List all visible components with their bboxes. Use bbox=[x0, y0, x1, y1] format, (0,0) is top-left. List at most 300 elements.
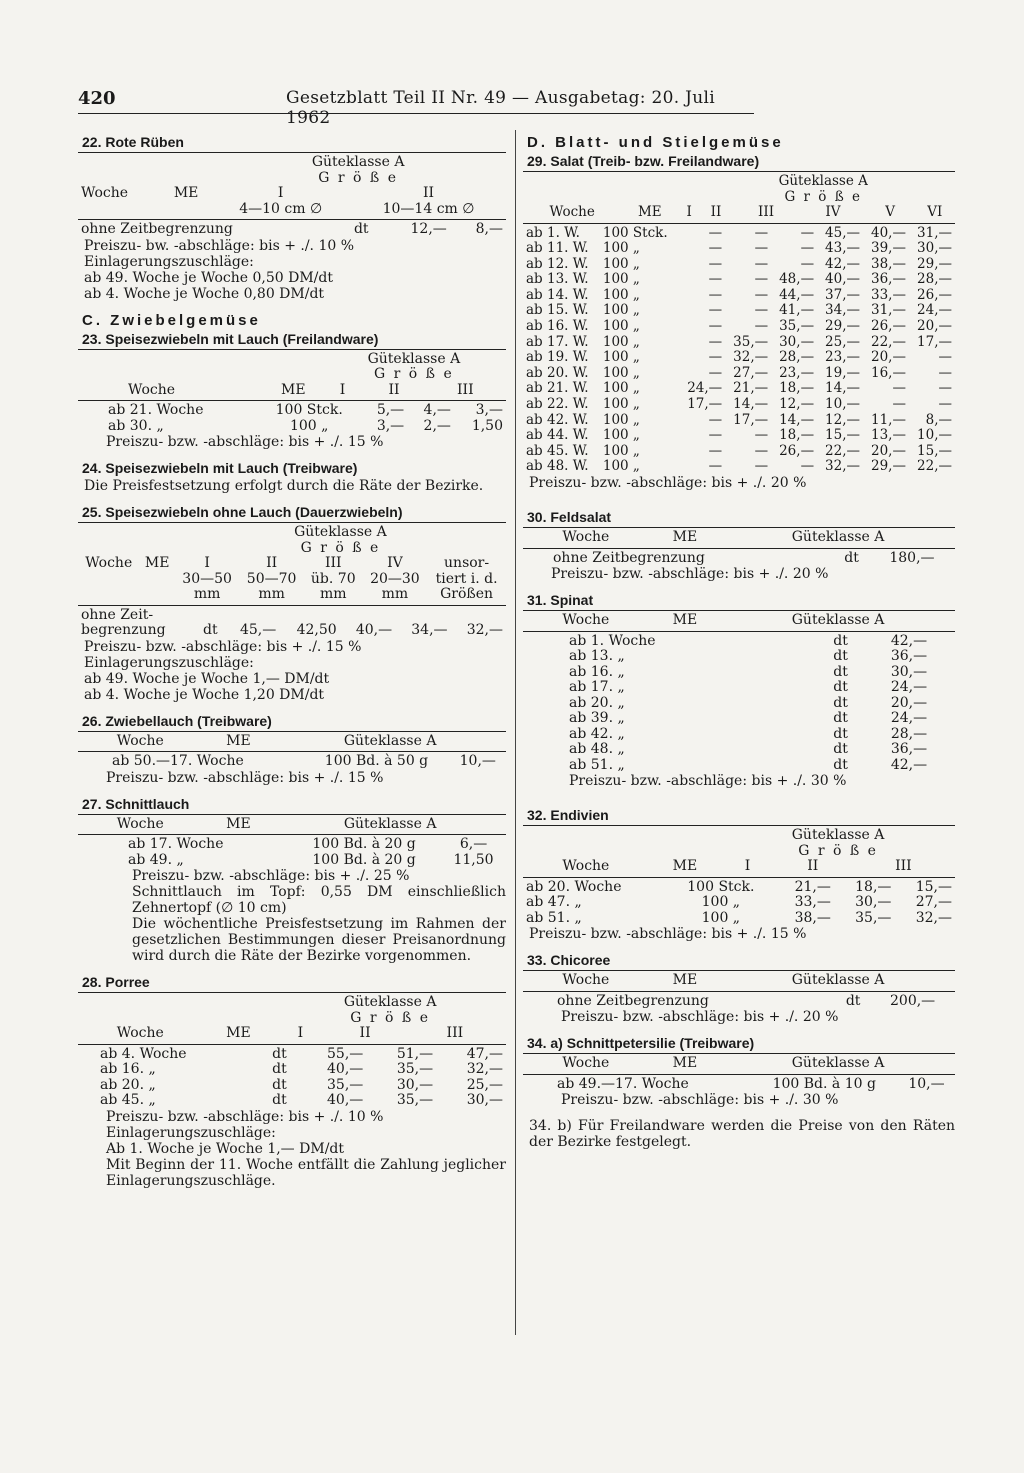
cell-ii: 27,— bbox=[733, 364, 769, 381]
table-row bbox=[78, 1078, 506, 1094]
table-row bbox=[523, 413, 955, 429]
cell-v: 22,— bbox=[871, 333, 906, 350]
cell-woche: ab 17. Woche bbox=[128, 836, 224, 852]
column-divider bbox=[515, 130, 516, 1335]
cell-iii: 27,— bbox=[915, 894, 952, 910]
table-row bbox=[523, 444, 955, 460]
cell-woche: ab 15. W. bbox=[526, 302, 589, 319]
spinat-table-body bbox=[523, 634, 955, 774]
col-header-iii: III bbox=[446, 1025, 464, 1041]
cell-woche: ab 17. W. bbox=[526, 333, 589, 350]
table-row bbox=[523, 226, 955, 242]
cell-iv: 19,— bbox=[825, 364, 861, 381]
cell-i: — bbox=[708, 286, 723, 303]
col-header-iii: III bbox=[457, 381, 474, 398]
col-header-woche: Woche bbox=[562, 1055, 610, 1071]
col-header-gk: Güteklasse A bbox=[791, 1055, 885, 1071]
table-row bbox=[523, 758, 955, 774]
cell-i: — bbox=[708, 224, 723, 241]
table-row bbox=[523, 711, 955, 727]
cell-woche: ab 13. W. bbox=[526, 271, 589, 288]
cell-woche: ab 50.—17. Woche bbox=[112, 753, 244, 769]
section-title: 27. Schnittlauch bbox=[82, 795, 190, 812]
rule bbox=[523, 631, 955, 632]
col-header-i: I bbox=[339, 381, 346, 398]
rule bbox=[523, 1074, 955, 1075]
cell-woche: ab 49.—17. Woche bbox=[557, 1075, 689, 1092]
cell-iv: 23,— bbox=[825, 349, 861, 366]
cell-woche: ab 45. „ bbox=[100, 1092, 156, 1108]
cell-v: — bbox=[892, 380, 906, 397]
table-row bbox=[523, 727, 955, 743]
unit-mm: mm bbox=[381, 586, 409, 602]
table-row bbox=[523, 428, 955, 444]
cell-vi: 15,— bbox=[917, 442, 952, 459]
table-row bbox=[78, 1047, 506, 1063]
col-header-me: ME bbox=[672, 858, 698, 874]
cell-vi: 26,— bbox=[917, 286, 952, 303]
cell-me: dt bbox=[845, 992, 861, 1009]
page-title: Gesetzblatt Teil II Nr. 49 — Ausgabetag: 20. Juli 1962 bbox=[286, 88, 715, 128]
cell-v: 40,— bbox=[871, 224, 906, 241]
cell-gk: 24,— bbox=[890, 679, 928, 695]
section-text: Die Preisfestsetzung erfolgt durch die Räte der Bezirke. bbox=[84, 478, 484, 494]
cell-me: 100 „ bbox=[602, 349, 640, 366]
cell-me: 100 „ bbox=[602, 318, 640, 335]
cell-i: — bbox=[708, 458, 723, 475]
cell-ii: — bbox=[754, 442, 769, 459]
section-31 bbox=[523, 592, 955, 789]
cell-vi: — bbox=[938, 396, 952, 413]
cell-vi: 22,— bbox=[917, 458, 952, 475]
section-title: 33. Chicoree bbox=[527, 952, 611, 968]
cell-v: 11,— bbox=[871, 411, 906, 428]
price-table-body bbox=[78, 837, 506, 868]
cell-iv: 29,— bbox=[825, 318, 861, 335]
col-header-ii: II bbox=[710, 204, 722, 220]
col-header-i: I bbox=[204, 555, 210, 571]
cell-ii: — bbox=[754, 458, 769, 475]
price-table bbox=[523, 174, 955, 221]
section-text: 34. b) Für Freilandware werden die Preise von den Räten der Bezirke festgelegt. bbox=[529, 1118, 955, 1150]
col-header-unsort2: tiert i. d. bbox=[435, 570, 498, 587]
cell-ii: — bbox=[754, 286, 769, 303]
cell-woche: ohne Zeitbegrenzung bbox=[557, 992, 709, 1009]
table-row bbox=[78, 608, 506, 624]
cell-me: 100 Bd. à 20 g bbox=[312, 836, 416, 852]
cell-woche: begrenzung bbox=[81, 622, 166, 638]
cell-i: 33,— bbox=[794, 894, 831, 910]
cell-iv: 32,— bbox=[825, 458, 861, 475]
table-row bbox=[523, 911, 955, 927]
col-header-i-size: 30—50 bbox=[182, 570, 232, 587]
cell-gk: 28,— bbox=[890, 725, 928, 742]
col-header-iii: III bbox=[895, 858, 912, 874]
cell-me: 100 „ bbox=[602, 396, 640, 413]
cell-me: 100 „ bbox=[602, 255, 640, 272]
price-adjustment: Preiszu- bw. -abschläge: bis + ./. 10 % bbox=[84, 237, 355, 254]
cell-woche: ab 21. Woche bbox=[108, 402, 204, 418]
table-row bbox=[523, 272, 955, 288]
cell-me: 100 „ bbox=[602, 364, 640, 381]
cell-ii: 35,— bbox=[396, 1061, 434, 1077]
cell-iii: 15,— bbox=[915, 878, 952, 895]
cell-vi: 30,— bbox=[917, 240, 952, 257]
cell-i: 35,— bbox=[327, 1076, 364, 1093]
col-header-gk: Güteklasse A bbox=[791, 612, 885, 628]
cell-ii: 42,50 bbox=[296, 622, 337, 638]
cell-woche: ab 30. „ bbox=[108, 417, 164, 434]
cell-v: 20,— bbox=[871, 349, 906, 366]
cell-iv: 40,— bbox=[825, 271, 861, 288]
col-header-woche: Woche bbox=[562, 529, 610, 545]
col-header-woche: Woche bbox=[562, 612, 610, 628]
price-adjustment: Preiszu- bzw. -abschläge: bis + ./. 15 % bbox=[84, 638, 362, 655]
section-29 bbox=[523, 153, 955, 491]
group-title-c: C. Zwiebelgemüse bbox=[82, 311, 261, 329]
cell-vi: 29,— bbox=[917, 255, 952, 272]
col-header-v: V bbox=[885, 204, 895, 220]
col-header-woche: Woche bbox=[562, 972, 610, 988]
section-title: 30. Feldsalat bbox=[527, 509, 612, 525]
col-header-groesse: G r ö ß e bbox=[784, 188, 862, 205]
cell-woche: ab 22. W. bbox=[526, 396, 589, 413]
price-table bbox=[523, 973, 955, 989]
cell-ii: 35,— bbox=[855, 909, 892, 926]
rule bbox=[78, 1044, 506, 1045]
table-row bbox=[523, 257, 955, 273]
cell-me: 100 „ bbox=[701, 894, 741, 910]
storage-head: Einlagerungszuschläge: bbox=[84, 253, 254, 270]
cell-gk: 42,— bbox=[890, 756, 928, 773]
price-table bbox=[78, 352, 506, 399]
cell-gk: 10,— bbox=[908, 1075, 945, 1092]
unit-mm: mm bbox=[193, 586, 221, 602]
page-number: 420 bbox=[78, 88, 116, 109]
cell-woche: ab 48. W. bbox=[526, 458, 589, 475]
col-header-woche: Woche bbox=[116, 732, 164, 749]
cell-woche: ab 19. W. bbox=[526, 349, 589, 366]
rule bbox=[78, 605, 506, 606]
col-header-vi: VI bbox=[927, 204, 943, 220]
cell-i: 55,— bbox=[327, 1045, 364, 1062]
cell-me: 100 „ bbox=[289, 417, 329, 434]
section-22 bbox=[78, 134, 506, 302]
col-header-me: ME bbox=[637, 204, 662, 220]
cell-me: dt bbox=[833, 632, 848, 649]
rule bbox=[78, 814, 506, 815]
cell-ii: — bbox=[754, 240, 769, 257]
cell-me: dt bbox=[833, 710, 848, 726]
cell-ii: — bbox=[754, 255, 769, 272]
col-header-gk: Güteklasse A bbox=[343, 815, 437, 832]
price-table bbox=[523, 613, 955, 629]
table-row bbox=[523, 350, 955, 366]
rule bbox=[78, 834, 506, 835]
cell-ii: 32,— bbox=[733, 349, 769, 366]
rule bbox=[523, 171, 955, 172]
col-header-me: ME bbox=[226, 732, 251, 749]
cell-ii: — bbox=[754, 318, 769, 335]
price-adjustment: Preiszu- bzw. -abschläge: bis + ./. 30 % bbox=[561, 1092, 839, 1108]
cell-vi: 10,— bbox=[917, 427, 952, 444]
cell-i: 38,— bbox=[794, 909, 831, 926]
storage-line: ab 49. Woche je Woche 0,50 DM/dt bbox=[84, 269, 333, 286]
col-header-i: I bbox=[744, 858, 751, 874]
section-text: Die wöchentliche Preisfestsetzung im Rahmen der gesetzlichen Bestimmungen dieser Preisanordnung wird durch die Räte der Bezirke vorgenommen. bbox=[132, 916, 506, 964]
cell-me: 100 „ bbox=[602, 240, 640, 257]
unit-mm: mm bbox=[258, 586, 285, 602]
cell-v: 16,— bbox=[871, 364, 906, 381]
cell-me: 100 Bd. à 50 g bbox=[324, 753, 429, 769]
section-title: 29. Salat (Treib- bzw. Freilandware) bbox=[527, 153, 760, 169]
table-row bbox=[523, 397, 955, 413]
cell-woche: ab 14. W. bbox=[526, 286, 589, 303]
price-table-body bbox=[78, 403, 506, 434]
cell-me: 100 „ bbox=[701, 909, 741, 926]
cell-iii: 44,— bbox=[779, 286, 815, 303]
price-table bbox=[523, 828, 955, 875]
table-row bbox=[78, 837, 506, 853]
cell-woche: ab 13. „ bbox=[569, 648, 625, 664]
table-row bbox=[523, 319, 955, 335]
section-34a bbox=[523, 1035, 955, 1108]
cell-woche: ab 44. W. bbox=[526, 427, 589, 444]
pot-note: Schnittlauch im Topf: 0,55 DM einschließlich Zehnertopf (∅ 10 cm) bbox=[132, 884, 506, 916]
table-row bbox=[523, 895, 955, 911]
cell-ii: 30,— bbox=[855, 894, 892, 910]
table-row bbox=[78, 1093, 506, 1109]
cell-woche: ab 21. W. bbox=[526, 380, 589, 397]
cell-vi: 17,— bbox=[917, 333, 952, 350]
cell-iv: 42,— bbox=[825, 255, 861, 272]
col-header-iv-size: 20—30 bbox=[370, 570, 420, 587]
price-adjustment: Preiszu- bzw. -abschläge: bis + ./. 15 % bbox=[529, 926, 807, 942]
cell-iv: 22,— bbox=[825, 442, 861, 459]
table-row bbox=[523, 551, 955, 567]
cell-me: dt bbox=[272, 1076, 287, 1093]
table-row bbox=[78, 754, 506, 770]
rule bbox=[78, 400, 506, 401]
rule bbox=[523, 970, 955, 971]
cell-iii: 18,— bbox=[779, 427, 815, 444]
col-header-ii: II bbox=[359, 1025, 371, 1041]
cell-me: dt bbox=[833, 725, 848, 742]
section-text: Mit Beginn der 11. Woche entfällt die Zahlung jeglicher Einlagerungszuschläge. bbox=[106, 1156, 506, 1189]
cell-me: 100 Stck. bbox=[687, 878, 755, 895]
col-header-woche: Woche bbox=[116, 815, 164, 832]
cell-gk: 11,50 bbox=[453, 851, 494, 868]
col-header-iv: IV bbox=[387, 555, 403, 571]
storage-line: ab 4. Woche je Woche 0,80 DM/dt bbox=[84, 285, 325, 302]
cell-iii: 3,— bbox=[475, 402, 503, 418]
col-header-groessen: Größen bbox=[440, 586, 494, 602]
section-33 bbox=[523, 952, 955, 1025]
cell-iii: 35,— bbox=[779, 318, 815, 335]
cell-i: — bbox=[708, 333, 723, 350]
cell-woche: ab 42. „ bbox=[569, 725, 625, 742]
cell-iii: 12,— bbox=[779, 396, 815, 413]
table-row bbox=[523, 634, 955, 650]
cell-i: — bbox=[708, 302, 723, 319]
cell-woche: ab 49. „ bbox=[128, 851, 184, 868]
cell-woche: ab 20. „ bbox=[569, 694, 625, 711]
cell-woche: ohne Zeitbegrenzung bbox=[553, 549, 705, 566]
page-header bbox=[78, 88, 754, 128]
storage-head: Einlagerungszuschläge: bbox=[84, 654, 254, 671]
col-header-woche: Woche bbox=[81, 185, 129, 201]
cell-iii: 30,— bbox=[779, 333, 815, 350]
cell-ii: 21,— bbox=[733, 380, 769, 397]
rule bbox=[523, 991, 955, 992]
cell-me: 100 „ bbox=[602, 442, 640, 459]
col-header-me: ME bbox=[226, 815, 251, 832]
cell-woche: ab 20. Woche bbox=[526, 878, 622, 895]
cell-iii: 40,— bbox=[355, 622, 393, 638]
cell-iv: 12,— bbox=[825, 411, 861, 428]
table-row bbox=[78, 623, 506, 639]
cell-iii: 48,— bbox=[779, 271, 815, 288]
table-row bbox=[523, 665, 955, 681]
cell-v: 13,— bbox=[871, 427, 906, 444]
cell-ii: 35,— bbox=[396, 1092, 434, 1108]
price-table bbox=[523, 1056, 955, 1072]
table-row bbox=[523, 303, 955, 319]
table-row bbox=[523, 880, 955, 896]
section-30 bbox=[523, 501, 955, 582]
price-table-body bbox=[78, 222, 506, 238]
cell-me: 100 „ bbox=[602, 271, 640, 288]
col-header-gk: Güteklasse A bbox=[791, 827, 885, 843]
cell-me: dt bbox=[833, 756, 848, 773]
cell-i: — bbox=[708, 349, 723, 366]
col-header-unsort: unsor- bbox=[444, 555, 490, 571]
cell-woche: ab 48. „ bbox=[569, 741, 625, 757]
cell-woche: ohne Zeit- bbox=[81, 606, 154, 623]
rule bbox=[523, 223, 955, 224]
table-row bbox=[523, 366, 955, 382]
table-row bbox=[523, 459, 955, 475]
cell-woche: ab 16. „ bbox=[100, 1061, 156, 1077]
storage-line: ab 4. Woche je Woche 1,20 DM/dt bbox=[84, 686, 325, 703]
cell-me: 100 „ bbox=[602, 333, 640, 350]
cell-i: — bbox=[708, 364, 723, 381]
cell-ii: — bbox=[754, 302, 769, 319]
col-header-me: ME bbox=[226, 1025, 251, 1041]
cell-vi: 24,— bbox=[917, 302, 952, 319]
rule bbox=[78, 152, 506, 153]
cell-woche: ohne Zeitbegrenzung bbox=[81, 221, 233, 237]
col-header-woche: Woche bbox=[85, 555, 133, 571]
rule bbox=[78, 992, 506, 993]
price-adjustment: Preiszu- bzw. -abschläge: bis + ./. 10 % bbox=[106, 1108, 384, 1125]
cell-v: — bbox=[892, 396, 906, 413]
col-header-me: ME bbox=[672, 1055, 698, 1071]
col-header-me: ME bbox=[672, 972, 698, 988]
col-header-i: I bbox=[277, 185, 284, 201]
section-28 bbox=[78, 974, 506, 1189]
col-header-iv: IV bbox=[825, 204, 841, 220]
section-27 bbox=[78, 796, 506, 965]
table-row bbox=[523, 1077, 955, 1093]
cell-gk: 30,— bbox=[890, 663, 928, 680]
cell-me: 100 Bd. à 10 g bbox=[772, 1075, 876, 1092]
cell-i: — bbox=[708, 411, 723, 428]
table-row bbox=[523, 649, 955, 665]
cell-v: 38,— bbox=[871, 255, 906, 272]
cell-iv: 34,— bbox=[825, 302, 861, 319]
rule bbox=[78, 522, 506, 523]
rule bbox=[78, 731, 506, 732]
cell-ii: 4,— bbox=[423, 402, 451, 418]
col-header-woche: Woche bbox=[116, 1025, 164, 1041]
cell-i: 3,— bbox=[376, 417, 405, 434]
left-column bbox=[78, 132, 506, 1199]
section-title: 22. Rote Rüben bbox=[82, 134, 184, 150]
cell-ii: 18,— bbox=[855, 878, 892, 895]
section-title: 26. Zwiebellauch (Treibware) bbox=[82, 712, 272, 729]
col-header-ii-size: 50—70 bbox=[246, 570, 297, 587]
col-header-iii: III bbox=[758, 204, 775, 220]
cell-iii: — bbox=[800, 224, 815, 241]
cell-iv: 45,— bbox=[825, 224, 861, 241]
cell-v: 31,— bbox=[871, 302, 906, 319]
cell-me: dt bbox=[272, 1061, 287, 1077]
col-header-i: I bbox=[297, 1025, 304, 1041]
col-header-groesse: G r ö ß e bbox=[350, 1009, 431, 1026]
cell-me: dt bbox=[833, 679, 848, 695]
section-25 bbox=[78, 504, 506, 703]
right-column bbox=[523, 132, 955, 1160]
cell-gk: 200,— bbox=[890, 992, 936, 1009]
cell-woche: ab 42. W. bbox=[526, 411, 589, 428]
price-table bbox=[78, 155, 506, 217]
cell-me: dt bbox=[833, 648, 848, 664]
cell-iii: 18,— bbox=[779, 380, 815, 397]
cell-vi: 20,— bbox=[917, 318, 952, 335]
table-row bbox=[523, 381, 955, 397]
price-table-body bbox=[523, 880, 955, 927]
cell-i: — bbox=[708, 240, 723, 257]
cell-woche: ab 45. W. bbox=[526, 442, 589, 459]
section-title: 31. Spinat bbox=[527, 592, 594, 608]
col-header-me: ME bbox=[672, 612, 698, 628]
cell-woche: ab 16. „ bbox=[569, 663, 625, 680]
cell-woche: ab 20. W. bbox=[526, 364, 589, 381]
col-header-ii-size: 10—14 cm ∅ bbox=[382, 200, 475, 217]
cell-woche: ab 39. „ bbox=[569, 710, 625, 726]
rule bbox=[78, 219, 506, 220]
col-header-me: ME bbox=[281, 381, 306, 398]
price-table bbox=[78, 995, 506, 1042]
rule bbox=[523, 548, 955, 549]
col-header-groesse: G r ö ß e bbox=[798, 842, 878, 859]
cell-v: 39,— bbox=[871, 240, 906, 257]
table-row bbox=[78, 222, 506, 238]
cell-gk: 24,— bbox=[890, 710, 928, 726]
rule bbox=[523, 527, 955, 528]
price-table bbox=[78, 525, 506, 603]
cell-iii: — bbox=[800, 255, 815, 272]
cell-woche: ab 12. W. bbox=[526, 255, 589, 272]
cell-me: dt bbox=[833, 663, 848, 680]
col-header-me: ME bbox=[144, 555, 170, 571]
cell-ii: — bbox=[754, 224, 769, 241]
price-adjustment: Preiszu- bzw. -abschläge: bis + ./. 25 % bbox=[132, 868, 410, 884]
col-header-i: I bbox=[686, 204, 692, 220]
cell-iii: 32,— bbox=[466, 1061, 503, 1077]
section-title: 23. Speisezwiebeln mit Lauch (Freilandware) bbox=[82, 330, 379, 347]
